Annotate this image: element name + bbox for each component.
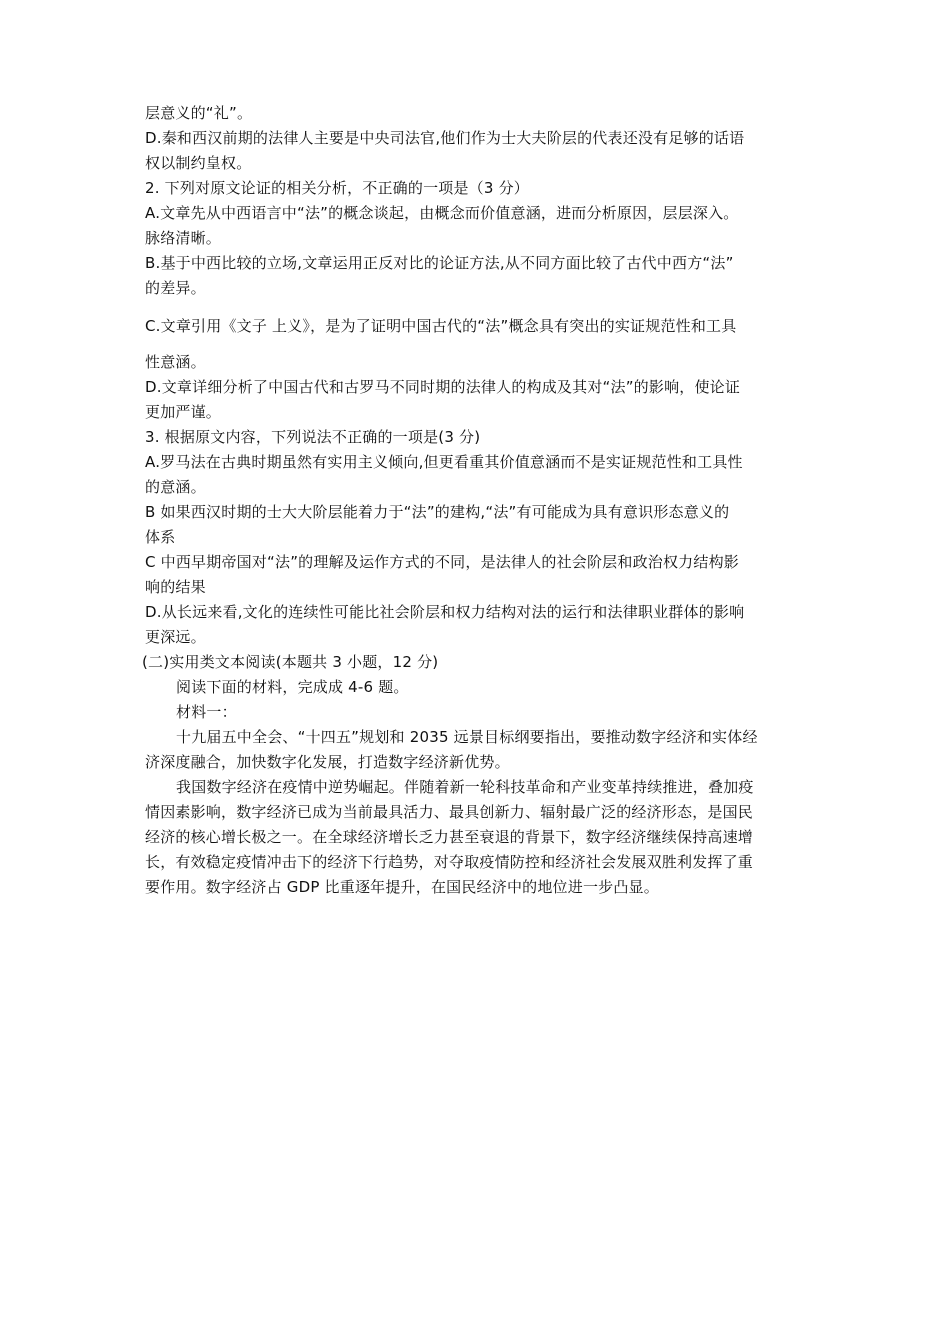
paragraph-line: 情因素影响，数字经济已成为当前最具活力、最具创新力、辐射最广泛的经济形态，是国民	[145, 803, 754, 821]
paragraph-line: 经济的核心增长极之一。在全球经济增长乏力甚至衰退的背景下，数字经济继续保持高速增	[145, 828, 754, 846]
paragraph-line: 我国数字经济在疫情中逆势崛起。伴随着新一轮科技革命和产业变革持续推进，叠加疫	[176, 778, 754, 796]
option-b-text: B 如果西汉时期的士大大阶层能着力于“法”的建构,“法”有可能成为具有意识形态意义的	[145, 503, 730, 521]
option-a-text: A.文章先从中西语言中“法”的概念谈起，由概念而价值意涵，进而分析原因，层层深入。	[145, 204, 739, 222]
text-line: 更加严谨。	[145, 403, 222, 421]
option-d-text: D.秦和西汉前期的法律人主要是中央司法官,他们作为士大夫阶层的代表还没有足够的话语	[145, 129, 745, 147]
text-line: 性意涵。	[145, 353, 206, 371]
material-heading: 材料一：	[176, 703, 237, 721]
paragraph-line: 长，有效稳定疫情冲击下的经济下行趋势，对夺取疫情防控和经济社会发展双胜利发挥了重	[145, 853, 754, 871]
paragraph-line: 十九届五中全会、“十四五”规划和 2035 远景目标纲要指出，要推动数字经济和实体经	[176, 728, 758, 746]
option-d-text: D.文章详细分析了中国古代和古罗马不同时期的法律人的构成及其对“法”的影响，使论证	[145, 378, 741, 396]
paragraph-line: 要作用。数字经济占 GDP 比重逐年提升，在国民经济中的地位进一步凸显。	[145, 878, 659, 896]
instruction-text: 阅读下面的材料，完成成 4-6 题。	[176, 678, 409, 696]
text-line: 脉络清晰。	[145, 229, 222, 247]
text-line: 体系	[145, 528, 176, 546]
question-2: 2. 下列对原文论证的相关分析，不正确的一项是（3 分）	[145, 179, 529, 197]
option-a-text: A.罗马法在古典时期虽然有实用主义倾向,但更看重其价值意涵而不是实证规范性和工具性	[145, 453, 743, 471]
text-line: 权以制约皇权。	[145, 154, 252, 172]
option-b-text: B.基于中西比较的立场,文章运用正反对比的论证方法,从不同方面比较了古代中西方“法”	[145, 254, 734, 272]
option-c-text: C 中西早期帝国对“法”的理解及运作方式的不同，是法律人的社会阶层和政治权力结构影	[145, 553, 739, 571]
paragraph-line: 济深度融合，加快数字化发展，打造数字经济新优势。	[145, 753, 510, 771]
text-line: 响的结果	[145, 578, 206, 596]
text-line: 的意涵。	[145, 478, 206, 496]
section-heading: (二)实用类文本阅读(本题共 3 小题，12 分)	[142, 653, 439, 671]
text-line: 层意义的“礼”。	[145, 104, 253, 122]
text-line: 更深远。	[145, 628, 206, 646]
text-line: 的差异。	[145, 279, 206, 297]
question-3: 3. 根据原文内容，下列说法不正确的一项是(3 分)	[145, 428, 481, 446]
option-c-text: C.文章引用《文子 上义》，是为了证明中国古代的“法”概念具有突出的实证规范性和工具	[145, 317, 737, 335]
option-d-text: D.从长远来看,文化的连续性可能比社会阶层和权力结构对法的运行和法律职业群体的影响	[145, 603, 745, 621]
